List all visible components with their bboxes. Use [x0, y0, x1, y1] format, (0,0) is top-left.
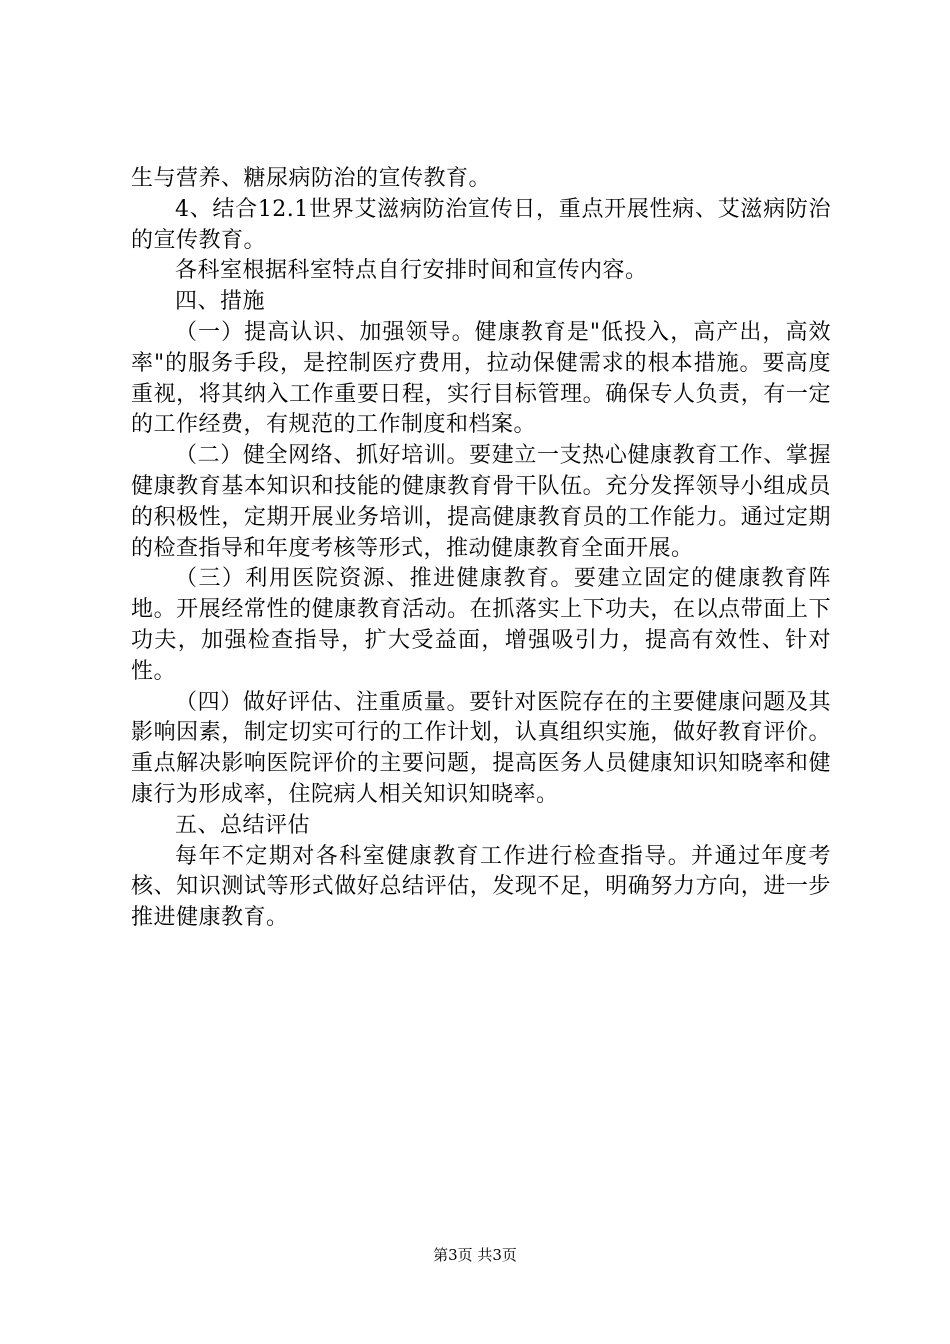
paragraph-evaluation: 每年不定期对各科室健康教育工作进行检查指导。并通过年度考核、知识测试等形式做好总结评估，发现不足，明确努力方向，进一步推进健康教育。 [131, 843, 831, 931]
section-heading-evaluation: 五、总结评估 [175, 812, 311, 838]
paragraph-continuation: 生与营养、糖尿病防治的宣传教育。 [131, 166, 492, 191]
paragraph-measure-3: （三）利用医院资源、推进健康教育。要建立固定的健康教育阵地。开展经常性的健康教育活动。在抓落实上下功夫，在以点带面上下功夫，加强检查指导，扩大受益面，增强吸引力，提高有效性、针对性。 [131, 566, 831, 684]
paragraph-department-note: 各科室根据科室特点自行安排时间和宣传内容。 [175, 258, 648, 284]
document-body [131, 164, 831, 934]
paragraph-measure-2: （二）健全网络、抓好培训。要建立一支热心健康教育工作、掌握健康教育基本知识和技能的健康教育骨干队伍。充分发挥领导小组成员的积极性，定期开展业务培训，提高健康教育员的工作能力。通过定期的检查指导和年度考核等形式，推动健康教育全面开展。 [131, 443, 831, 561]
section-heading-measures: 四、措施 [175, 289, 266, 315]
page-footer: 第3页 共3页 [433, 1246, 517, 1264]
paragraph-item-4: 4、结合12.1世界艾滋病防治宣传日，重点开展性病、艾滋病防治的宣传教育。 [131, 196, 831, 253]
paragraph-measure-1: （一）提高认识、加强领导。健康教育是"低投入，高产出，高效率"的服务手段，是控制医疗费用，拉动保健需求的根本措施。要高度重视，将其纳入工作重要日程，实行目标管理。确保专人负责，有一定的工作经费，有规范的工作制度和档案。 [131, 319, 831, 438]
paragraph-measure-4: （四）做好评估、注重质量。要针对医院存在的主要健康问题及其影响因素，制定切实可行的工作计划，认真组织实施，做好教育评价。重点解决影响医院评价的主要问题，提高医务人员健康知识知晓率和健康行为形成率，住院病人相关知识知晓率。 [131, 689, 831, 807]
